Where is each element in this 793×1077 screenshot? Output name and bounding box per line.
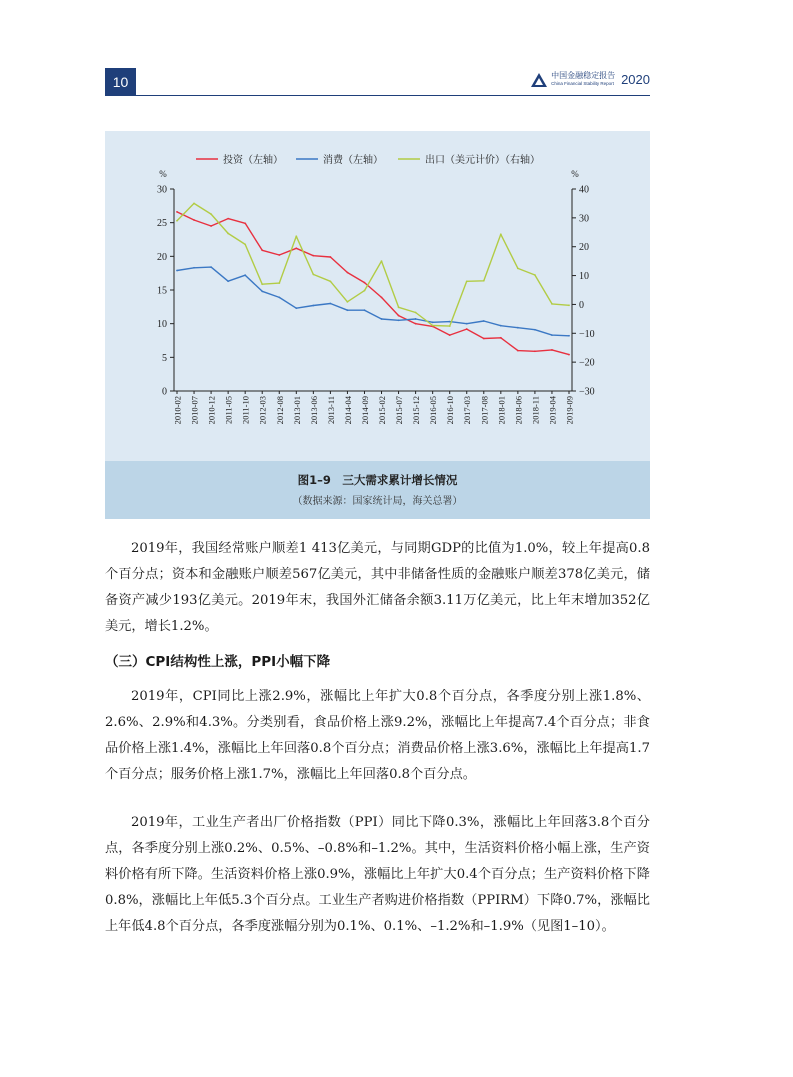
left-axis-unit: % [159, 169, 167, 179]
left-y-tick-label: 0 [162, 386, 167, 398]
series-2-point [500, 233, 502, 235]
x-tick-label: 2011-10 [240, 396, 251, 425]
series-1-point [176, 270, 178, 272]
series-0-point [227, 218, 229, 220]
series-0-point [295, 247, 297, 249]
right-axis-unit: % [571, 169, 579, 179]
series-2-point [517, 267, 519, 269]
header-rule [105, 95, 650, 96]
series-0-point [364, 282, 366, 284]
series-0-point [176, 211, 178, 213]
x-tick-label: 2012-03 [257, 396, 268, 425]
series-2-point [347, 301, 349, 303]
paragraph-balance-of-payments: 2019年，我国经常账户顺差1 413亿美元，与同期GDP的比值为1.0%，较上年提高0.8个百分点；资本和金融账户顺差567亿美元，其中非储备性质的金融账户顺差378亿美元，储备资产减少193亿美元。2019年末，我国外汇储备余额3.11万亿美元，比上年末增加352亿美元，增长1.2%。 [105, 541, 650, 634]
series-1-point [364, 309, 366, 311]
x-tick-label: 2019-09 [564, 396, 575, 425]
left-y-tick-label: 30 [157, 184, 167, 196]
series-2-point [193, 203, 195, 205]
series-1-point [210, 266, 212, 268]
series-0-point [449, 334, 451, 336]
x-tick-label: 2019-04 [547, 396, 558, 425]
brand-year: 2020 [621, 72, 650, 87]
right-y-tick-label: −20 [579, 357, 595, 369]
series-2-point [534, 274, 536, 276]
x-tick-label: 2010-07 [189, 396, 200, 425]
series-0-point [466, 328, 468, 330]
series-0-point [398, 315, 400, 317]
x-tick-label: 2016-10 [445, 396, 456, 425]
right-y-tick-label: 20 [579, 242, 589, 254]
report-logo-icon [531, 73, 547, 87]
figure-source: （数据来源：国家统计局，海关总署） [292, 496, 463, 507]
page-number: 10 [105, 68, 136, 96]
left-y-tick-label: 10 [157, 319, 167, 331]
series-1-point [329, 303, 331, 305]
series-1-point [381, 318, 383, 320]
right-y-tick-label: −30 [579, 386, 595, 398]
series-1-point [568, 335, 570, 337]
series-line-1 [177, 267, 569, 336]
series-1-point [244, 274, 246, 276]
series-2-point [244, 244, 246, 246]
series-1-point [483, 320, 485, 322]
x-tick-label: 2018-01 [496, 396, 507, 425]
x-tick-label: 2018-11 [530, 396, 541, 425]
series-2-point [295, 235, 297, 237]
x-tick-label: 2016-05 [428, 396, 439, 425]
x-tick-label: 2017-08 [479, 396, 490, 425]
series-2-point [381, 260, 383, 262]
legend-label-1: 消费（左轴） [323, 155, 383, 166]
brand-english-title: China Financial Stability Report [551, 81, 614, 87]
report-brand [531, 72, 650, 87]
series-1-point [278, 297, 280, 299]
series-2-point [466, 280, 468, 282]
series-2-point [261, 283, 263, 285]
series-0-point [278, 254, 280, 256]
series-0-point [534, 350, 536, 352]
series-0-point [500, 337, 502, 339]
x-tick-label: 2013-11 [325, 396, 336, 425]
paragraph-ppi: 2019年，工业生产者出厂价格指数（PPI）同比下降0.3%，涨幅比上年回落3.8个百分点，各季度分别上涨0.2%、0.5%、–0.8%和–1.2%。其中，生活资料价格小幅上涨，生产资料价格有所下降。生活资料价格上涨0.9%，涨幅比上年扩大0.4个百分点；生产资料价格下降0.8%，涨幅比上年低5.3个百分点。工业生产者购进价格指数（PPIRM）下降0.7%，涨幅比上年低4.8个百分点，各季度涨幅分别为0.1%、0.1%、–1.2%和–1.9%（见图1–10）。 [105, 815, 650, 934]
series-0-point [210, 225, 212, 227]
paragraph-cpi: 2019年，CPI同比上涨2.9%，涨幅比上年扩大0.8个百分点，各季度分别上涨1.8%、2.6%、2.9%和4.3%。分类别看，食品价格上涨9.2%，涨幅比上年提高7.4个百分点；非食品价格上涨1.4%，涨幅比上年回落0.8个百分点；消费品价格上涨3.6%，涨幅比上年提高1.7个百分点；服务价格上涨1.7%，涨幅比上年回落0.8个百分点。 [105, 689, 650, 782]
x-tick-label: 2015-07 [394, 396, 405, 425]
series-0-point [551, 349, 553, 351]
left-y-tick-label: 5 [162, 352, 167, 364]
figure-1-9 [105, 131, 650, 519]
series-1-point [227, 280, 229, 282]
section-heading-cpi-ppi: （三）CPI结构性上涨，PPI小幅下降 [105, 654, 331, 670]
x-tick-label: 2011-05 [223, 396, 234, 425]
series-1-point [500, 325, 502, 327]
series-0-point [193, 219, 195, 221]
series-2-point [278, 282, 280, 284]
series-2-point [312, 274, 314, 276]
series-0-point [244, 222, 246, 224]
series-0-point [568, 354, 570, 356]
series-1-point [517, 327, 519, 329]
series-0-point [381, 297, 383, 299]
series-1-point [193, 267, 195, 269]
series-1-point [466, 323, 468, 325]
x-tick-label: 2014-04 [342, 396, 353, 425]
series-2-point [364, 290, 366, 292]
series-2-point [568, 304, 570, 306]
series-2-point [449, 325, 451, 327]
brand-chinese-title: 中国金融稳定报告 [551, 71, 616, 81]
right-y-tick-label: −10 [579, 328, 595, 340]
x-tick-label: 2015-12 [411, 396, 422, 425]
right-y-tick-label: 10 [579, 271, 589, 283]
x-tick-label: 2010-12 [206, 396, 217, 425]
series-line-2 [177, 203, 569, 326]
x-tick-label: 2010-02 [172, 396, 183, 425]
x-tick-label: 2017-03 [462, 396, 473, 425]
series-2-point [432, 325, 434, 327]
series-2-point [227, 233, 229, 235]
series-1-point [415, 318, 417, 320]
series-0-point [483, 338, 485, 340]
x-tick-label: 2014-09 [359, 396, 370, 425]
series-0-point [347, 272, 349, 274]
x-tick-label: 2012-08 [274, 396, 285, 425]
series-1-point [432, 321, 434, 323]
series-2-point [329, 280, 331, 282]
series-2-point [398, 306, 400, 308]
demand-growth-chart [105, 131, 650, 461]
figure-caption [105, 461, 650, 519]
series-2-point [551, 303, 553, 305]
left-y-tick-label: 25 [157, 218, 167, 230]
legend-label-0: 投资（左轴） [223, 155, 283, 166]
x-tick-label: 2018-06 [513, 396, 524, 425]
series-1-point [261, 290, 263, 292]
series-1-point [295, 307, 297, 309]
legend-label-2: 出口（美元计价）（右轴） [425, 155, 540, 166]
right-y-tick-label: 0 [579, 299, 584, 311]
series-2-point [210, 213, 212, 215]
series-1-point [347, 309, 349, 311]
series-1-point [449, 321, 451, 323]
series-1-point [551, 334, 553, 336]
left-y-tick-label: 20 [157, 251, 167, 263]
series-2-point [176, 220, 178, 222]
x-tick-label: 2013-06 [308, 396, 319, 425]
figure-title: 图1–9 三大需求累计增长情况 [297, 473, 458, 487]
series-1-point [312, 305, 314, 307]
x-tick-label: 2013-01 [291, 396, 302, 425]
series-2-point [483, 280, 485, 282]
x-tick-label: 2015-02 [377, 396, 388, 425]
right-y-tick-label: 40 [579, 184, 589, 196]
series-line-0 [177, 212, 569, 355]
series-2-point [415, 312, 417, 314]
series-1-point [398, 319, 400, 321]
left-y-tick-label: 15 [157, 285, 167, 297]
series-0-point [329, 256, 331, 258]
series-0-point [312, 255, 314, 257]
right-y-tick-label: 30 [579, 213, 589, 225]
series-1-point [534, 329, 536, 331]
series-0-point [517, 350, 519, 352]
series-0-point [261, 249, 263, 251]
series-0-point [415, 323, 417, 325]
